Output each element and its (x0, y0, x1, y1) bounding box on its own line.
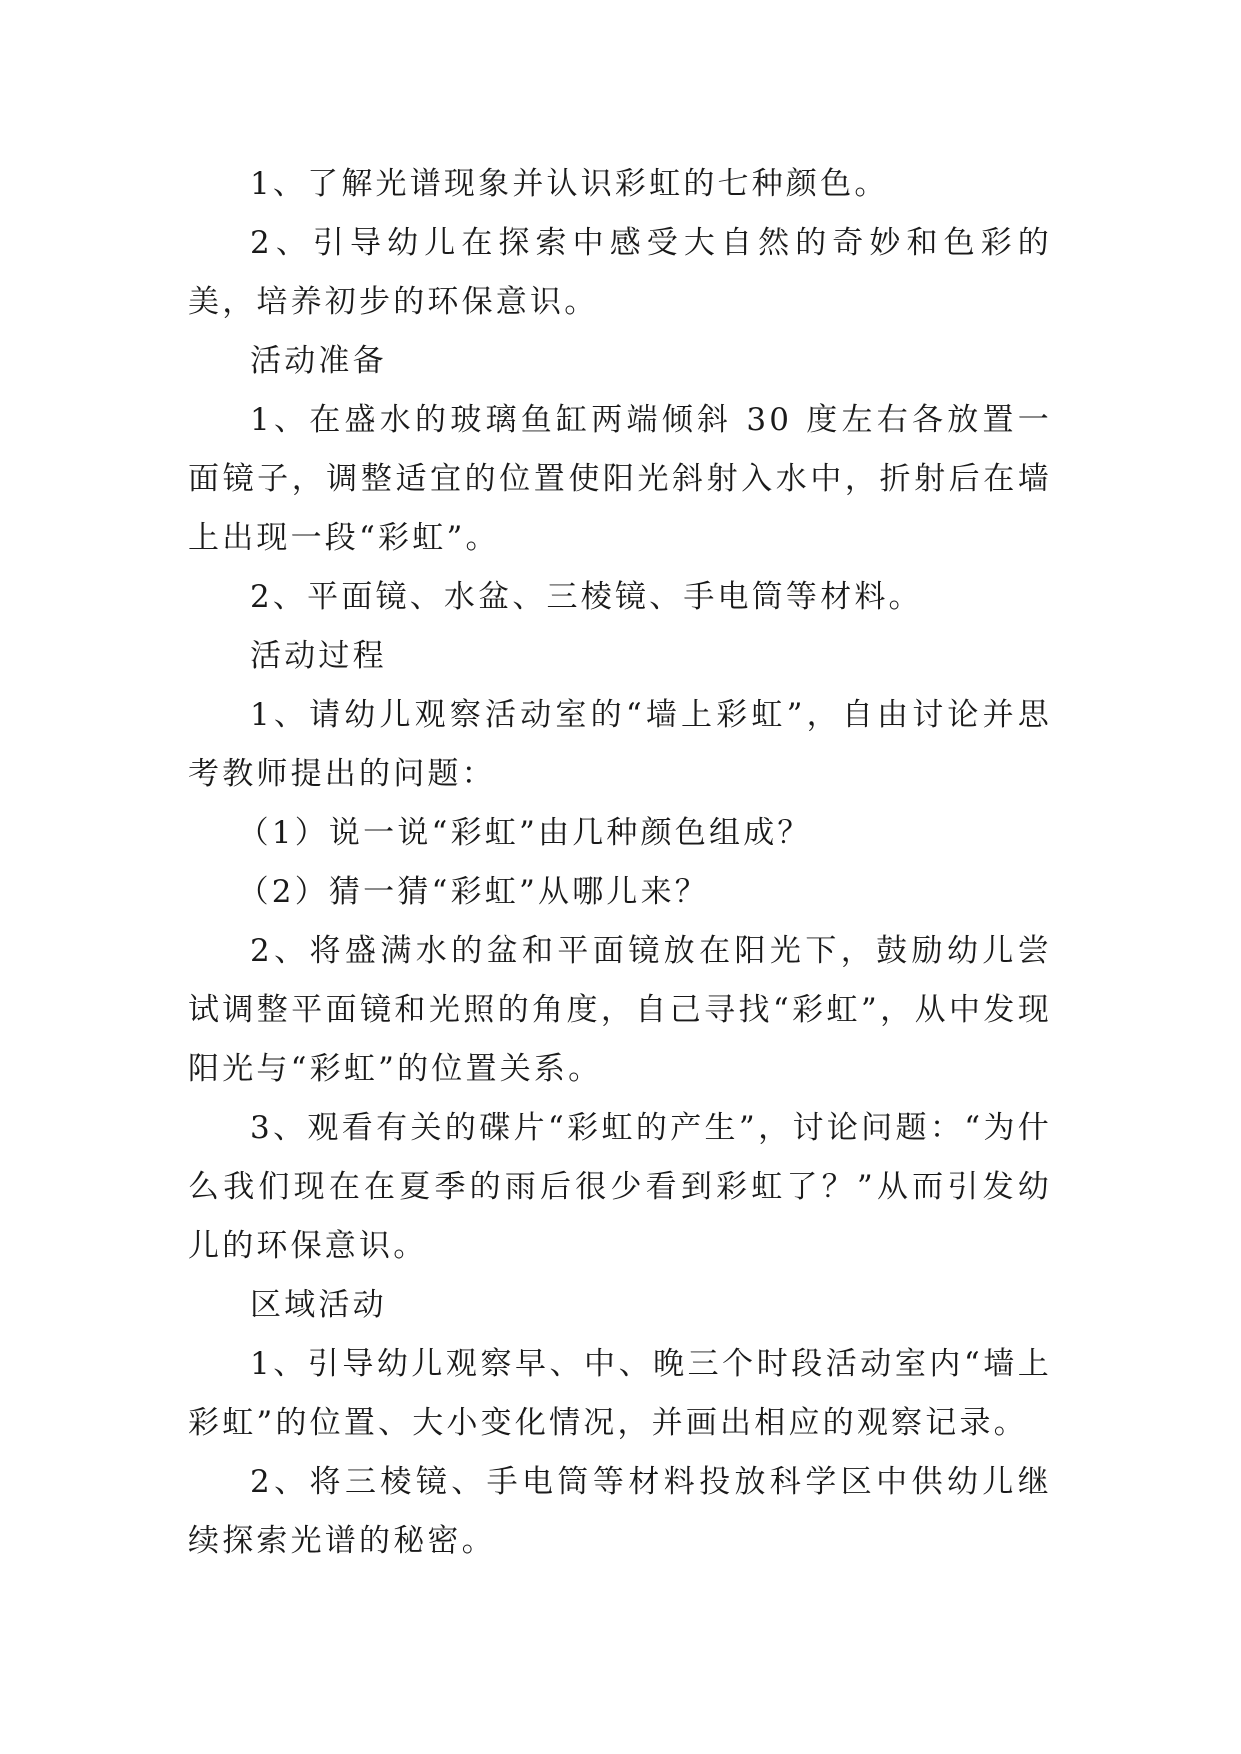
section-heading-area-activity: 区域活动 (250, 1287, 387, 1323)
goal-item-1: 1、了解光谱现象并认识彩虹的七种颜色。 (250, 166, 889, 202)
process-question-2: （2）猜一猜“彩虹”从哪儿来？ (237, 874, 710, 910)
goal-item-2: 2、引导幼儿在探索中感受大自然的奇妙和色彩的美，培养初步的环保意识。 (188, 225, 1052, 320)
area-activity-item-1: 1、引导幼儿观察早、中、晚三个时段活动室内“墙上彩虹”的位置、大小变化情况，并画出相应的观察记录。 (188, 1346, 1052, 1441)
process-item-2: 2、将盛满水的盆和平面镜放在阳光下，鼓励幼儿尝试调整平面镜和光照的角度，自己寻找“彩虹”，从中发现阳光与“彩虹”的位置关系。 (188, 933, 1052, 1087)
section-heading-process: 活动过程 (250, 638, 387, 674)
preparation-item-1: 1、在盛水的玻璃鱼缸两端倾斜 30 度左右各放置一面镜子，调整适宜的位置使阳光斜射入水中，折射后在墙上出现一段“彩虹”。 (188, 402, 1052, 556)
preparation-item-2: 2、平面镜、水盆、三棱镜、手电筒等材料。 (250, 579, 923, 615)
document-body (188, 155, 1052, 1571)
section-heading-preparation: 活动准备 (250, 343, 387, 379)
process-question-1: （1）说一说“彩虹”由几种颜色组成？ (237, 815, 812, 851)
process-item-3: 3、观看有关的碟片“彩虹的产生”，讨论问题：“为什么我们现在在夏季的雨后很少看到彩虹了？”从而引发幼儿的环保意识。 (188, 1110, 1052, 1264)
area-activity-item-2: 2、将三棱镜、手电筒等材料投放科学区中供幼儿继续探索光谱的秘密。 (188, 1464, 1052, 1559)
process-item-1: 1、请幼儿观察活动室的“墙上彩虹”，自由讨论并思考教师提出的问题： (188, 697, 1052, 792)
